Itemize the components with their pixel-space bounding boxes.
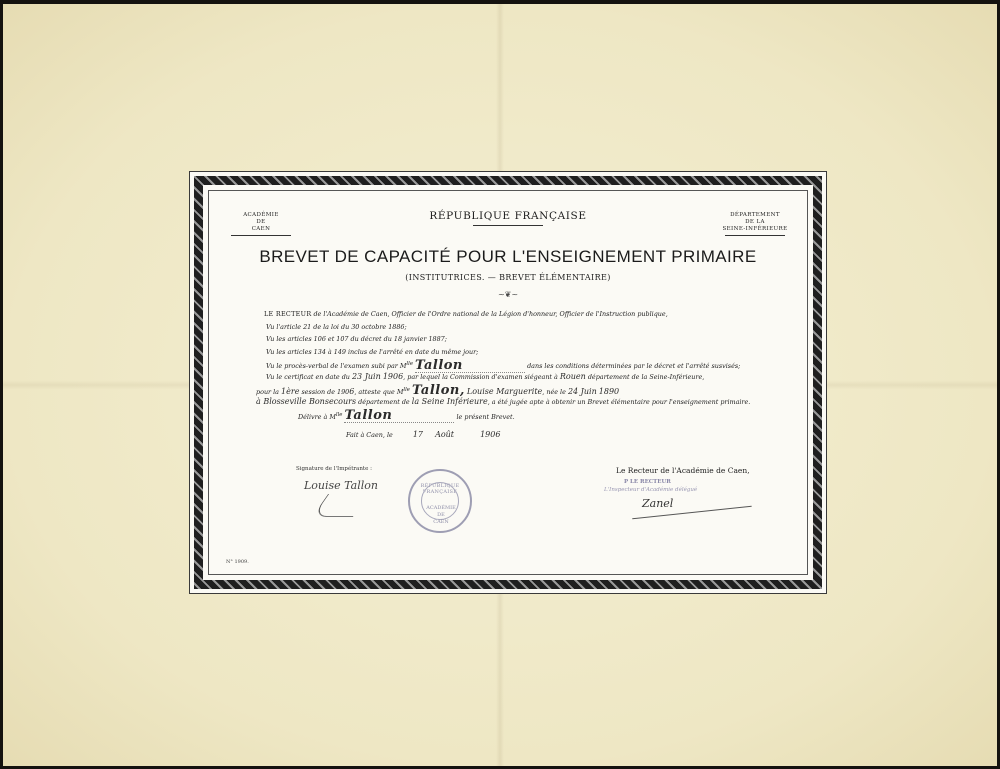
paper-sheet: [3, 4, 997, 766]
candidate-signature: Louise Tallon: [304, 479, 378, 492]
candidate-name-3: Tallon: [344, 410, 454, 424]
seal-center-3: CAEN: [433, 519, 449, 525]
body-line-8: [256, 396, 790, 409]
rector-signature: Zanel: [642, 497, 674, 510]
delivre-text: Délivre à M: [298, 412, 336, 421]
birth-year: 1890: [598, 386, 620, 396]
body-line-6: [264, 371, 790, 384]
conditions-text: dans les conditions déterminées par le décret et l'arrêté susvisés;: [527, 362, 741, 371]
apte-text: , a été jugée apte à obtenir un Brevet élémentaire pour l'enseignement primaire.: [487, 398, 751, 407]
session-year: 6: [349, 386, 355, 396]
corner-left-line-1: ACADÉMIE: [243, 212, 279, 218]
departement-de-text: département de: [358, 398, 410, 407]
mlle-abbrev-3: lle: [335, 411, 343, 418]
corner-left-line-3: CAEN: [251, 226, 271, 232]
seal-center-2: DE: [437, 512, 445, 518]
rector-stamp: P LE RECTEUR: [624, 479, 671, 485]
certificate-frame: [189, 171, 827, 594]
body-line-1: [264, 308, 790, 321]
body-line-7: [256, 384, 790, 397]
rector-stamp-subline: L'Inspecteur d'Académie délégué: [604, 487, 698, 493]
exam-date: 23 Juin: [351, 371, 381, 381]
corner-right-line-1: DÉPARTEMENT: [730, 212, 780, 218]
corner-right-rule: [725, 235, 785, 236]
mlle-abbrev: lle: [406, 361, 413, 368]
issue-day: 17: [412, 429, 424, 439]
candidate-name-1: Tallon: [415, 360, 525, 374]
nee-text: , née le: [542, 387, 566, 396]
exam-place: Rouen: [559, 371, 586, 381]
departement-text: département de la Seine-Inférieure,: [587, 372, 705, 381]
birth-place: à Blosseville Bonsecours: [256, 397, 357, 407]
body-line-2: Vu l'article 21 de la loi du 30 octobre 1886;: [266, 322, 407, 331]
seal-center-1: ACADÉMIE: [426, 505, 456, 511]
corner-left-rule: [231, 235, 291, 236]
ornament-flourish: ~❦~: [497, 290, 519, 299]
body-line-9: [298, 409, 790, 425]
birth-date: 24 Juin: [567, 386, 597, 396]
candidate-name-2: Tallon,: [411, 382, 465, 398]
present-brevet-text: le présent Brevet.: [456, 412, 515, 421]
candidate-first-names: Louise Marguerite: [466, 386, 543, 396]
fait-a-text: Fait à Caen, le: [346, 430, 393, 439]
republic-rule: [473, 225, 543, 226]
body-line-4: Vu les articles 134 à 149 inclus de l'arrêté en date du même jour;: [266, 347, 479, 356]
seal-inner-circle: [421, 482, 459, 525]
issue-month: Août: [435, 429, 455, 439]
body-line-3: Vu les articles 106 et 107 du décret du 18 janvier 1887;: [266, 335, 447, 344]
certificate-subtitle: (INSTITUTRICES. — BREVET ÉLÉMENTAIRE): [405, 273, 611, 282]
issue-year: 1906: [480, 429, 501, 439]
exam-year: 1906: [382, 371, 404, 381]
recteur-label: LE RECTEUR: [264, 310, 312, 318]
body-line-10: [346, 429, 790, 442]
republic-heading: RÉPUBLIQUE FRANÇAISE: [429, 210, 587, 222]
birth-department: la Seine Inférieure: [411, 397, 488, 407]
seal-ring-text: RÉPUBLIQUE FRANÇAISE: [420, 483, 460, 495]
body-line-5: [264, 358, 790, 371]
candidate-signature-flourish: [312, 494, 369, 517]
certificate-content: [212, 194, 804, 571]
proces-verbal-text: Vu le procès-verbal de l'examen subi par M: [266, 362, 407, 371]
commission-text: , par lequel la Commission d'examen siégeant à: [403, 372, 558, 381]
certificate-body: [256, 308, 790, 441]
academie-seal: [408, 469, 472, 533]
atteste-text: , atteste que M: [354, 387, 404, 396]
session-number: 1ère: [281, 386, 300, 396]
rector-signature-label: Le Recteur de l'Académie de Caen,: [616, 466, 750, 475]
corner-left-line-2: DE: [256, 219, 266, 225]
mlle-abbrev-2: lle: [403, 386, 410, 393]
certificate-title: BREVET DE CAPACITÉ POUR L'ENSEIGNEMENT PRIMAIRE: [259, 247, 757, 266]
corner-right-line-2: DE LA: [745, 219, 765, 225]
corner-right-line-3: SEINE-INFÉRIEURE: [722, 226, 788, 232]
print-number: N° 1909.: [226, 559, 249, 565]
candidate-signature-label: Signature de l'Impétrante :: [296, 466, 372, 472]
session-prefix: pour la: [256, 387, 279, 396]
recteur-titles: de l'Académie de Caen, Officier de l'Ordre national de la Légion d'honneur, Officier de l'Instruction publique,: [311, 310, 668, 318]
session-text: session de 190: [301, 387, 350, 396]
certificat-text: Vu le certificat en date du: [266, 372, 350, 381]
